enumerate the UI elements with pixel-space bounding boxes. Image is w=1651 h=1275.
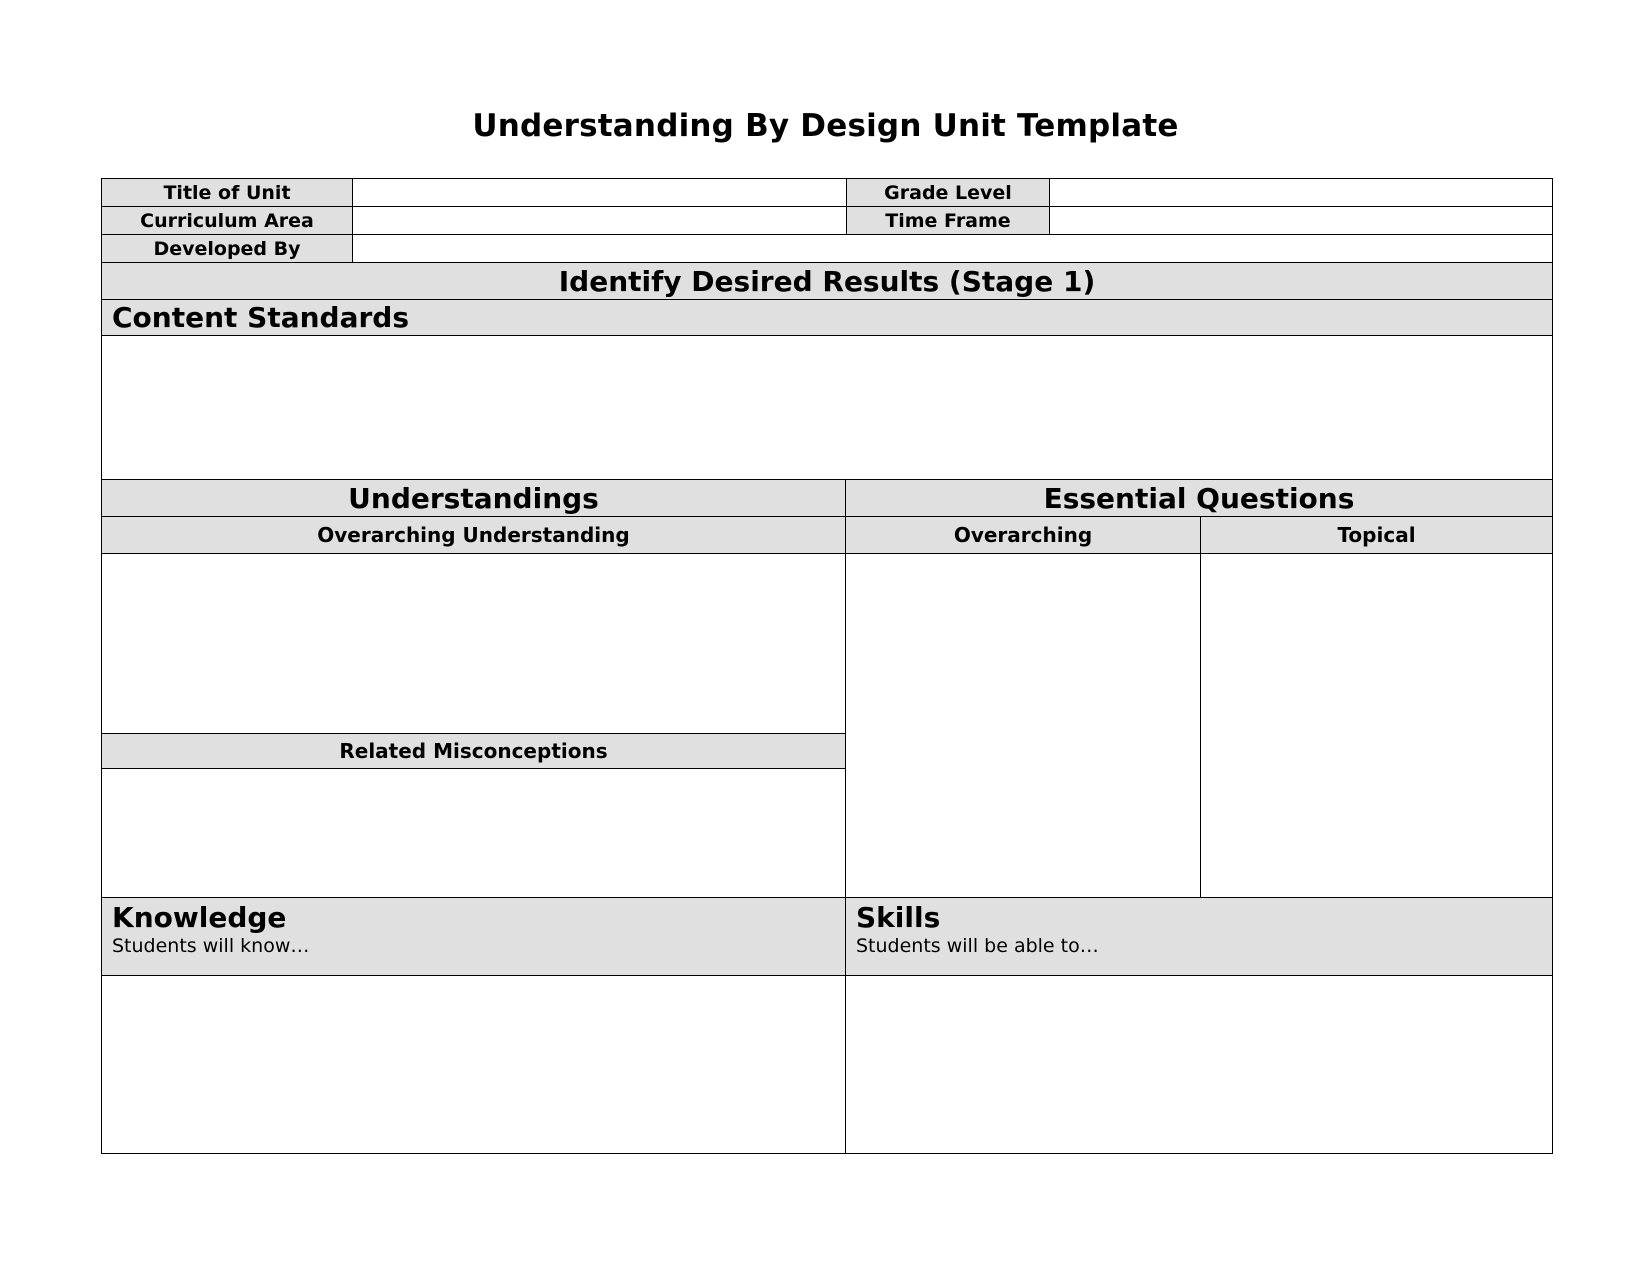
curriculum-area-label: Curriculum Area bbox=[102, 207, 353, 235]
skills-header bbox=[846, 898, 1552, 976]
eq-topical-field[interactable] bbox=[1201, 554, 1552, 898]
knowledge-heading: Knowledge bbox=[112, 901, 287, 934]
title-of-unit-label: Title of Unit bbox=[102, 179, 353, 207]
overarching-understanding-field[interactable] bbox=[102, 554, 846, 734]
eq-topical-label: Topical bbox=[1201, 517, 1552, 554]
related-misconceptions-field[interactable] bbox=[102, 769, 846, 898]
content-standards-heading: Content Standards bbox=[102, 300, 1552, 336]
eq-overarching-label: Overarching bbox=[846, 517, 1201, 554]
content-standards-field[interactable] bbox=[102, 336, 1552, 480]
overarching-understanding-label: Overarching Understanding bbox=[102, 517, 846, 554]
grade-level-label: Grade Level bbox=[847, 179, 1050, 207]
knowledge-subheading: Students will know… bbox=[112, 935, 310, 957]
document-title: Understanding By Design Unit Template bbox=[472, 108, 1179, 144]
skills-field[interactable] bbox=[846, 976, 1552, 1153]
related-misconceptions-label: Related Misconceptions bbox=[102, 734, 846, 769]
essential-questions-heading: Essential Questions bbox=[846, 480, 1552, 517]
stage1-heading: Identify Desired Results (Stage 1) bbox=[102, 263, 1552, 300]
curriculum-area-field[interactable] bbox=[353, 207, 847, 235]
grade-level-field[interactable] bbox=[1050, 179, 1552, 207]
skills-heading: Skills bbox=[856, 901, 941, 934]
title-of-unit-field[interactable] bbox=[353, 179, 847, 207]
unit-template-form bbox=[101, 178, 1553, 1154]
time-frame-label: Time Frame bbox=[847, 207, 1050, 235]
knowledge-field[interactable] bbox=[102, 976, 846, 1153]
knowledge-header bbox=[102, 898, 846, 976]
eq-overarching-field[interactable] bbox=[846, 554, 1201, 898]
developed-by-field[interactable] bbox=[353, 235, 1552, 263]
understandings-heading: Understandings bbox=[102, 480, 846, 517]
developed-by-label: Developed By bbox=[102, 235, 353, 263]
time-frame-field[interactable] bbox=[1050, 207, 1552, 235]
skills-subheading: Students will be able to… bbox=[856, 935, 1099, 957]
